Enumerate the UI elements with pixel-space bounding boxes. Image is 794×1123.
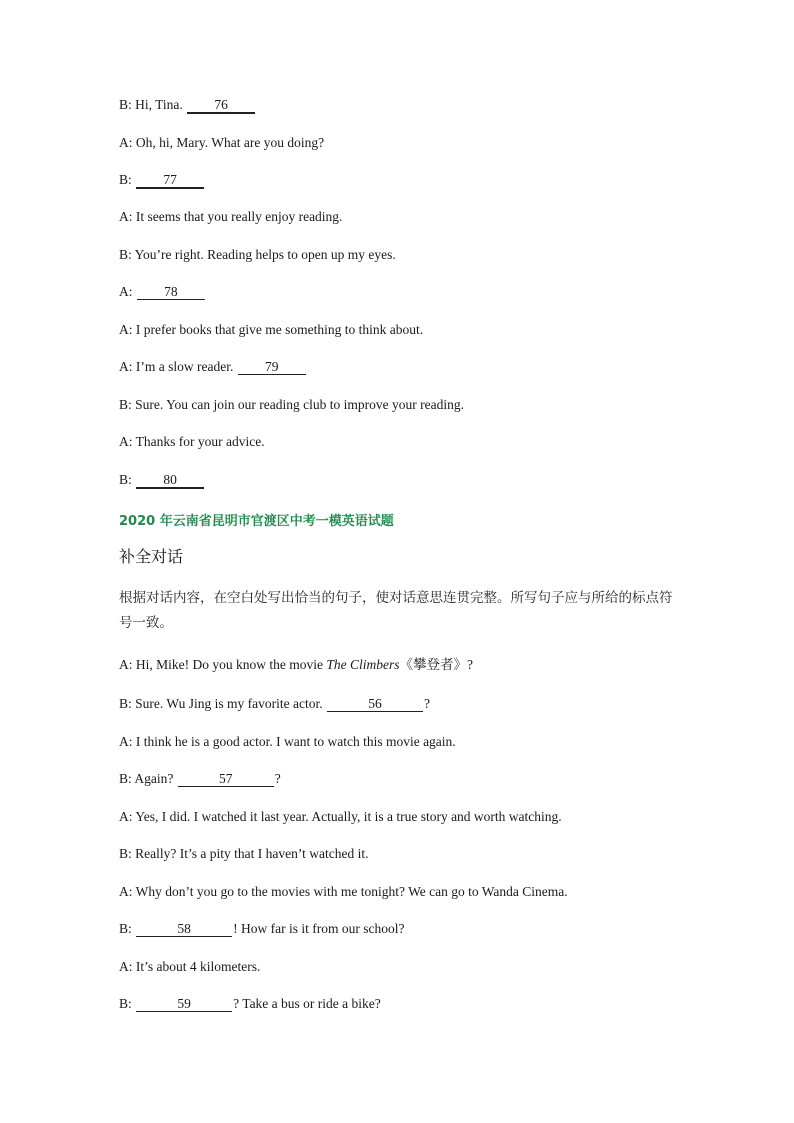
- dialogue-text: Yes, I did. I watched it last year. Actually, it is a true story and worth watching.: [135, 809, 562, 824]
- speaker-label: A:: [119, 284, 133, 299]
- answer-blank-56[interactable]: 56: [327, 696, 423, 712]
- dialogue2-line: [119, 770, 281, 788]
- dialogue1-line: [119, 134, 324, 152]
- dialogue-text: Sure. Wu Jing is my favorite actor.: [135, 696, 326, 711]
- dialogue2-line: [119, 733, 456, 751]
- dialogue-text: I’m a slow reader.: [135, 359, 237, 374]
- dialogue2-line: [119, 695, 430, 713]
- answer-blank-58[interactable]: 58: [136, 921, 232, 937]
- answer-blank-77[interactable]: 77: [136, 172, 204, 189]
- answer-blank-57[interactable]: 57: [178, 771, 274, 787]
- dialogue1-line: [119, 283, 206, 301]
- section-subtitle: 补全对话: [119, 547, 184, 566]
- speaker-label: B:: [119, 172, 132, 187]
- dialogue1-line: [119, 246, 396, 264]
- answer-blank-80[interactable]: 80: [136, 472, 204, 489]
- dialogue1-line: [119, 433, 265, 451]
- section-title: 2020 年云南省昆明市官渡区中考一模英语试题: [119, 514, 394, 529]
- dialogue-text: I think he is a good actor. I want to watch this movie again.: [135, 734, 456, 749]
- dialogue-text: 《攀登者》?: [399, 657, 473, 672]
- dialogue-text: Again?: [134, 771, 177, 786]
- dialogue-text: Thanks for your advice.: [135, 434, 265, 449]
- dialogue-text: Really? It’s a pity that I haven’t watched it.: [135, 846, 369, 861]
- speaker-label: A:: [119, 657, 133, 672]
- speaker-label: A:: [119, 734, 133, 749]
- answer-blank-76[interactable]: 76: [187, 97, 255, 114]
- dialogue2-line: [119, 958, 260, 976]
- dialogue1-line: [119, 358, 307, 376]
- speaker-label: A:: [119, 959, 133, 974]
- answer-blank-59[interactable]: 59: [136, 996, 232, 1012]
- dialogue-text: Hi, Mike! Do you know the movie: [135, 657, 327, 672]
- speaker-label: B:: [119, 771, 132, 786]
- dialogue-text: I prefer books that give me something to think about.: [135, 322, 424, 337]
- answer-blank-78[interactable]: 78: [137, 284, 205, 300]
- dialogue-text: ? Take a bus or ride a bike?: [233, 996, 381, 1011]
- dialogue2-line: [119, 808, 562, 826]
- dialogue-text: You’re right. Reading helps to open up my eyes.: [134, 247, 396, 262]
- speaker-label: A:: [119, 434, 133, 449]
- dialogue1-line: [119, 171, 205, 189]
- dialogue-text: It’s about 4 kilometers.: [135, 959, 261, 974]
- dialogue1-line: [119, 96, 256, 114]
- speaker-label: B:: [119, 247, 132, 262]
- dialogue2-line: [119, 845, 368, 863]
- speaker-label: B:: [119, 472, 132, 487]
- dialogue-text: ! How far is it from our school?: [233, 921, 405, 936]
- speaker-label: B:: [119, 97, 132, 112]
- dialogue-text: ?: [274, 771, 281, 786]
- dialogue-text: Oh, hi, Mary. What are you doing?: [135, 135, 325, 150]
- dialogue1-line: [119, 321, 423, 339]
- movie-title: The Climbers: [326, 657, 400, 672]
- speaker-label: A:: [119, 322, 133, 337]
- dialogue2-line: [119, 920, 404, 938]
- dialogue2-line: [119, 883, 568, 901]
- dialogue1-line: [119, 208, 342, 226]
- speaker-label: B:: [119, 696, 132, 711]
- dialogue-text: Sure. You can join our reading club to improve your reading.: [135, 397, 464, 412]
- speaker-label: B:: [119, 397, 132, 412]
- dialogue1-line: [119, 396, 464, 414]
- dialogue-text: Why don’t you go to the movies with me tonight? We can go to Wanda Cinema.: [135, 884, 568, 899]
- instructions: 根据对话内容，在空白处写出恰当的句子，使对话意思连贯完整。所写句子应与所给的标点符号一致。: [119, 590, 673, 631]
- speaker-label: A:: [119, 809, 133, 824]
- dialogue2-line: [119, 995, 381, 1013]
- dialogue-text: Hi, Tina.: [135, 97, 187, 112]
- speaker-label: A:: [119, 135, 133, 150]
- dialogue-text: It seems that you really enjoy reading.: [135, 209, 343, 224]
- dialogue-text: ?: [423, 696, 430, 711]
- speaker-label: B:: [119, 846, 132, 861]
- speaker-label: A:: [119, 209, 133, 224]
- speaker-label: A:: [119, 359, 133, 374]
- speaker-label: B:: [119, 996, 132, 1011]
- speaker-label: A:: [119, 884, 133, 899]
- speaker-label: B:: [119, 921, 132, 936]
- dialogue1-line: [119, 471, 205, 489]
- answer-blank-79[interactable]: 79: [238, 359, 306, 375]
- dialogue2-line: [119, 656, 473, 674]
